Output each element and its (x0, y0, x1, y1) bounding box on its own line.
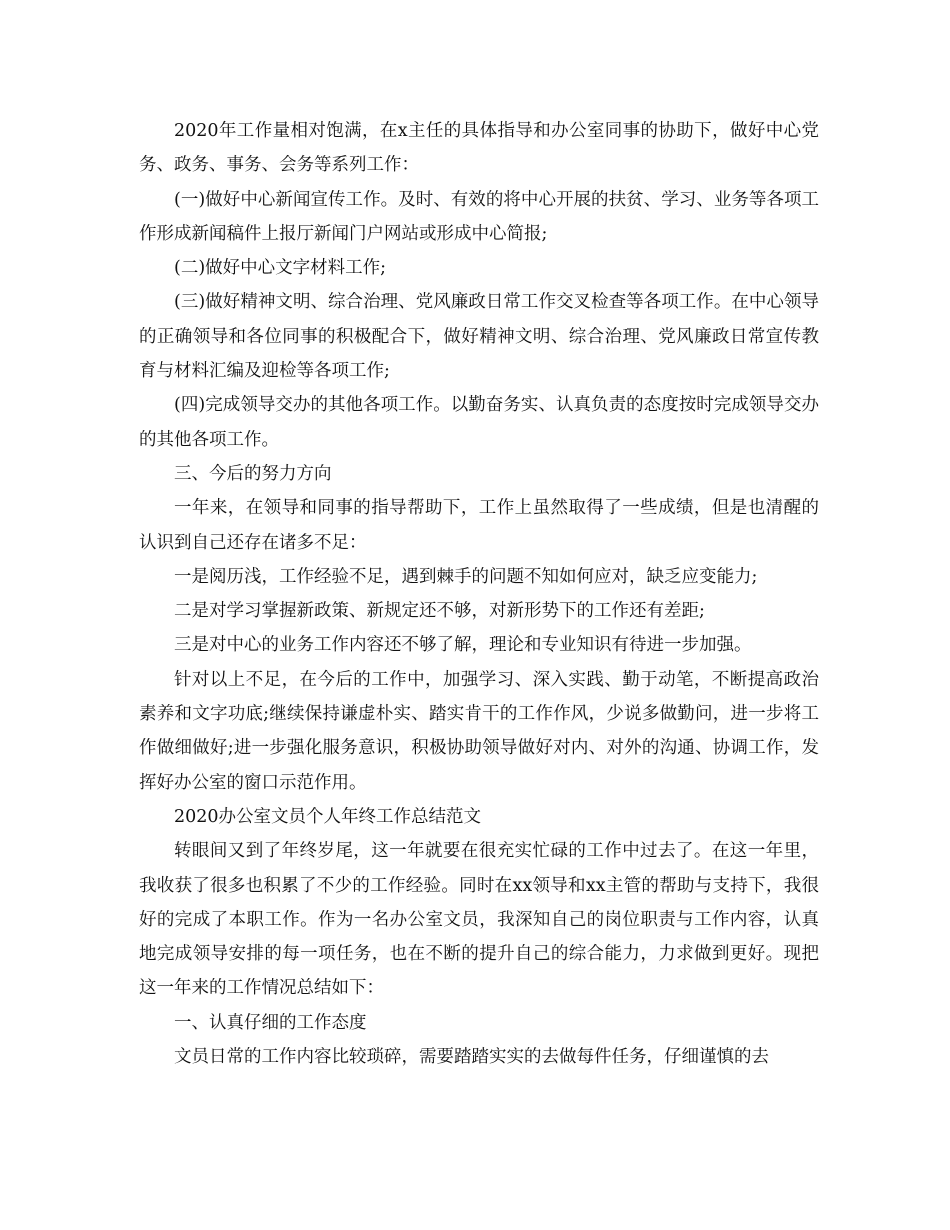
paragraph-item-4-other-tasks: (四)完成领导交办的其他各项工作。以勤奋务实、认真负责的态度按时完成领导交办的其他各项工作。 (139, 395, 819, 450)
paragraph-shortcomings-intro: 一年来，在领导和同事的指导帮助下，工作上虽然取得了一些成绩，但是也清醒的认识到自己还存在诸多不足： (139, 498, 819, 553)
section-heading-future-direction: 三、今后的努力方向 (174, 463, 332, 484)
article-title-year-end-summary: 2020办公室文员个人年终工作总结范文 (174, 806, 482, 827)
paragraph-item-1-news: (一)做好中心新闻宣传工作。及时、有效的将中心开展的扶贫、学习、业务等各项工作形成新闻稿件上报厅新闻门户网站或形成中心简报; (139, 189, 819, 244)
paragraph-year-end-intro: 转眼间又到了年终岁尾，这一年就要在很充实忙碌的工作中过去了。在这一年里，我收获了很多也积累了不少的工作经验。同时在xx领导和xx主管的帮助与支持下，我很好的完成了本职工作。作为一名办公室文员，我深知自己的岗位职责与工作内容，认真地完成领导安排的每一项任务，也在不断的提升自己的综合能力，力求做到更好。现把这一年来的工作情况总结如下： (139, 841, 819, 999)
paragraph-item-2-writing: (二)做好中心文字材料工作; (174, 258, 387, 279)
paragraph-work-overview: 2020年工作量相对饱满，在x主任的具体指导和办公室同事的协助下，做好中心党务、政务、事务、会务等系列工作： (139, 121, 819, 176)
paragraph-shortcoming-2: 二是对学习掌握新政策、新规定还不够，对新形势下的工作还有差距; (174, 601, 705, 622)
section-heading-work-attitude: 一、认真仔细的工作态度 (174, 1012, 367, 1033)
paragraph-shortcoming-1: 一是阅历浅，工作经验不足，遇到棘手的问题不知如何应对，缺乏应变能力; (174, 566, 758, 587)
paragraph-shortcoming-3: 三是对中心的业务工作内容还不够了解，理论和专业知识有待进一步加强。 (174, 635, 752, 656)
paragraph-improvement-plan: 针对以上不足，在今后的工作中，加强学习、深入实践、勤于动笔，不断提高政治素养和文字功底;继续保持谦虚朴实、踏实肯干的工作作风，少说多做勤问，进一步将工作做细做好;进一步强化服务意识，积极协助领导做好对内、对外的沟通、协调工作，发挥好办公室的窗口示范作用。 (139, 669, 819, 793)
paragraph-daily-work: 文员日常的工作内容比较琐碎，需要踏踏实实的去做每件任务，仔细谨慎的去 (174, 1047, 769, 1068)
paragraph-item-3-civilization: (三)做好精神文明、综合治理、党风廉政日常工作交叉检查等各项工作。在中心领导的正确领导和各位同事的积极配合下，做好精神文明、综合治理、党风廉政日常宣传教育与材料汇编及迎检等各项工作; (139, 292, 819, 382)
document-body (139, 114, 819, 1074)
